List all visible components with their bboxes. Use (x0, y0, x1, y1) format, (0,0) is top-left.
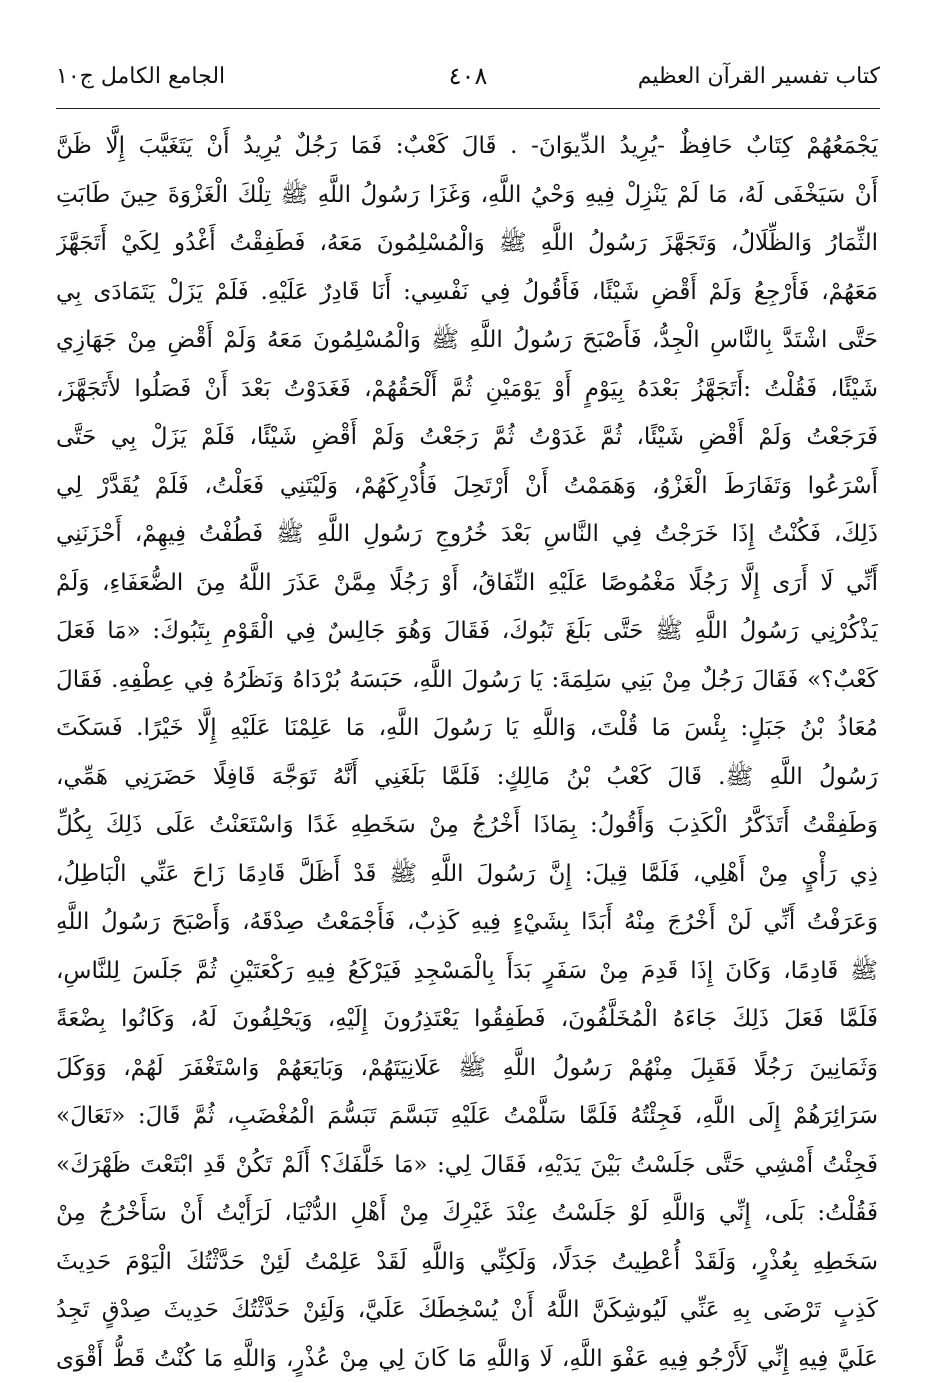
book-title: كتاب تفسير القرآن العظيم (638, 64, 880, 89)
page-body (56, 122, 878, 1383)
text-line: حَتَّى اشْتَدَّ بِالنَّاسِ الْجِدُّ، فَأَصْبَحَ رَسُولُ اللَّهِ ﷺ وَالْمُسْلِمُونَ مَعَهُ وَلَمْ أَقْضِ مِنْ جَهَازِي (56, 316, 878, 365)
text-line: ﷺ قَادِمًا، وَكَانَ إِذَا قَدِمَ مِنْ سَفَرٍ بَدَأَ بِالْمَسْجِدِ فَيَرْكَعُ فِيهِ رَكْعَتَيْنِ ثُمَّ جَلَسَ لِلنَّاسِ، (56, 947, 878, 996)
text-line: يَجْمَعُهُمْ كِتَابٌ حَافِظٌ -يُرِيدُ الدِّيوَانَ- . قَالَ كَعْبٌ: فَمَا رَجُلٌ يُرِيدُ أَنْ يَتَغَيَّبَ إِلَّا ظَنَّ (56, 122, 878, 171)
text-line: فَقُلْتُ: بَلَى، إِنِّي وَاللَّهِ لَوْ جَلَسْتُ عِنْدَ غَيْرِكَ مِنْ أَهْلِ الدُّنْيَا، لَرَأَيْتُ أَنْ سَأَخْرُجُ مِنْ (56, 1189, 878, 1238)
text-line: سَرَائِرَهُمْ إِلَى اللَّهِ، فَجِئْتُهُ فَلَمَّا سَلَّمْتُ عَلَيْهِ تَبَسَّمَ تَبَسُّمَ الْمُغْضَبِ، ثُمَّ قَالَ: «تَعَالَ» (56, 1092, 878, 1141)
text-line: كَعْبٌ؟» فَقَالَ رَجُلٌ مِنْ بَنِي سَلِمَةَ: يَا رَسُولَ اللَّهِ، حَبَسَهُ بُرْدَاهُ وَنَظَرُهُ فِي عِطْفِهِ. فَقَالَ (56, 656, 878, 705)
text-line: فَجِئْتُ أَمْشِي حَتَّى جَلَسْتُ بَيْنَ يَدَيْهِ، فَقَالَ لِي: «مَا خَلَّفَكَ؟ أَلَمْ تَكُنْ قَدِ ابْتَعْتَ ظَهْرَكَ» (56, 1141, 878, 1190)
text-line: أَسْرَعُوا وَتَفَارَطَ الْغَزْوُ، وَهَمَمْتُ أَنْ أَرْتَحِلَ فَأُدْرِكَهُمْ، وَلَيْتَنِي فَعَلْتُ، فَلَمْ يُقَدَّرْ لِي (56, 462, 878, 511)
text-line: عَلَيَّ فِيهِ إِنِّي لَأَرْجُو فِيهِ عَفْوَ اللَّهِ، لَا وَاللَّهِ مَا كَانَ لِي مِنْ عُذْرٍ، وَاللَّهِ مَا كُنْتُ قَطُّ أَقْوَى (56, 1335, 878, 1383)
text-line: مُعَاذُ بْنُ جَبَلٍ: بِئْسَ مَا قُلْتَ، وَاللَّهِ يَا رَسُولَ اللَّهِ، مَا عَلِمْنَا عَلَيْهِ إِلَّا خَيْرًا. فَسَكَتَ (56, 704, 878, 753)
page-header (56, 52, 880, 109)
text-line: شَيْئًا، فَقُلْتُ :أَتَجَهَّزُ بَعْدَهُ بِيَوْمٍ أَوْ يَوْمَيْنِ ثُمَّ أَلْحَقُهُمْ، فَغَدَوْتُ بَعْدَ أَنْ فَصَلُوا لأَتَجَهَّزَ، (56, 365, 878, 414)
text-line: سَخَطِهِ بِعُذْرٍ، وَلَقَدْ أُعْطِيتُ جَدَلًا، وَلَكِنِّي وَاللَّهِ لَقَدْ عَلِمْتُ لَئِنْ حَدَّثْتُكَ الْيَوْمَ حَدِيثَ (56, 1238, 878, 1287)
page-number: ٤٠٨ (56, 62, 880, 90)
text-line: فَرَجَعْتُ وَلَمْ أَقْضِ شَيْئًا، ثُمَّ غَدَوْتُ ثُمَّ رَجَعْتُ وَلَمْ أَقْضِ شَيْئًا، فَلَمْ يَزَلْ بِي حَتَّى (56, 413, 878, 462)
text-line: رَسُولُ اللَّهِ ﷺ. قَالَ كَعْبُ بْنُ مَالِكٍ: فَلَمَّا بَلَغَنِي أَنَّهُ تَوَجَّهَ قَافِلًا حَضَرَنِي هَمِّي، (56, 753, 878, 802)
text-line: مَعَهُمْ، فَأَرْجِعُ وَلَمْ أَقْضِ شَيْئًا، فَأَقُولُ فِي نَفْسِي: أَنَا قَادِرٌ عَلَيْهِ. فَلَمْ يَزَلْ يَتَمَادَى بِي (56, 268, 878, 317)
text-line: وَعَرَفْتُ أَنِّي لَنْ أَخْرُجَ مِنْهُ أَبَدًا بِشَيْءٍ فِيهِ كَذِبٌ، فَأَجْمَعْتُ صِدْقَهُ، وَأَصْبَحَ رَسُولُ اللَّهِ (56, 898, 878, 947)
text-line: كَذِبٍ تَرْضَى بِهِ عَنِّي لَيُوشِكَنَّ اللَّهُ أَنْ يُسْخِطَكَ عَلَيَّ، وَلَئِنْ حَدَّثْتُكَ حَدِيثَ صِدْقٍ تَجِدُ (56, 1286, 878, 1335)
text-line: وَثَمَانِينَ رَجُلًا فَقَبِلَ مِنْهُمْ رَسُولُ اللَّهِ ﷺ عَلَانِيَتَهُمْ، وَبَايَعَهُمْ وَاسْتَغْفَرَ لَهُمْ، وَوَكَلَ (56, 1044, 878, 1093)
text-line: يَذْكُرْنِي رَسُولُ اللَّهِ ﷺ حَتَّى بَلَغَ تَبُوكَ، فَقَالَ وَهُوَ جَالِسٌ فِي الْقَوْمِ بِتَبُوكَ: «مَا فَعَلَ (56, 607, 878, 656)
text-line: الثِّمَارُ وَالظِّلَالُ، وَتَجَهَّزَ رَسُولُ اللَّهِ ﷺ وَالْمُسْلِمُونَ مَعَهُ، فَطَفِقْتُ أَغْدُو لِكَيْ أَتَجَهَّزَ (56, 219, 878, 268)
text-line: ذَلِكَ، فَكُنْتُ إِذَا خَرَجْتُ فِي النَّاسِ بَعْدَ خُرُوجِ رَسُولِ اللَّهِ ﷺ فَطُفْتُ فِيهِمْ، أَحْزَنَنِي (56, 510, 878, 559)
text-line: أَنْ سَيَخْفَى لَهُ، مَا لَمْ يَنْزِلْ فِيهِ وَحْيُ اللَّهِ، وَغَزَا رَسُولُ اللَّهِ ﷺ تِلْكَ الْغَزْوَةَ حِينَ طَابَتِ (56, 171, 878, 220)
text-line: وَطَفِقْتُ أَتَذَكَّرُ الْكَذِبَ وَأَقُولُ: بِمَاذَا أَخْرُجُ مِنْ سَخَطِهِ غَدًا وَاسْتَعَنْتُ عَلَى ذَلِكَ بِكُلِّ (56, 801, 878, 850)
text-line: أَنِّي لَا أَرَى إِلَّا رَجُلًا مَغْمُوصًا عَلَيْهِ النِّفَاقُ، أَوْ رَجُلًا مِمَّنْ عَذَرَ اللَّهُ مِنَ الضُّعَفَاءِ، وَلَمْ (56, 559, 878, 608)
volume-label: الجامع الكامل ج١٠ (56, 64, 225, 89)
text-line: فَلَمَّا فَعَلَ ذَلِكَ جَاءَهُ الْمُخَلَّفُونَ، فَطَفِقُوا يَعْتَذِرُونَ إِلَيْهِ، وَيَحْلِفُونَ لَهُ، وَكَانُوا بِضْعَةً (56, 995, 878, 1044)
text-line: ذِي رَأْيٍ مِنْ أَهْلِي، فَلَمَّا قِيلَ: إِنَّ رَسُولَ اللَّهِ ﷺ قَدْ أَظَلَّ قَادِمًا زَاحَ عَنِّي الْبَاطِلُ، (56, 850, 878, 899)
